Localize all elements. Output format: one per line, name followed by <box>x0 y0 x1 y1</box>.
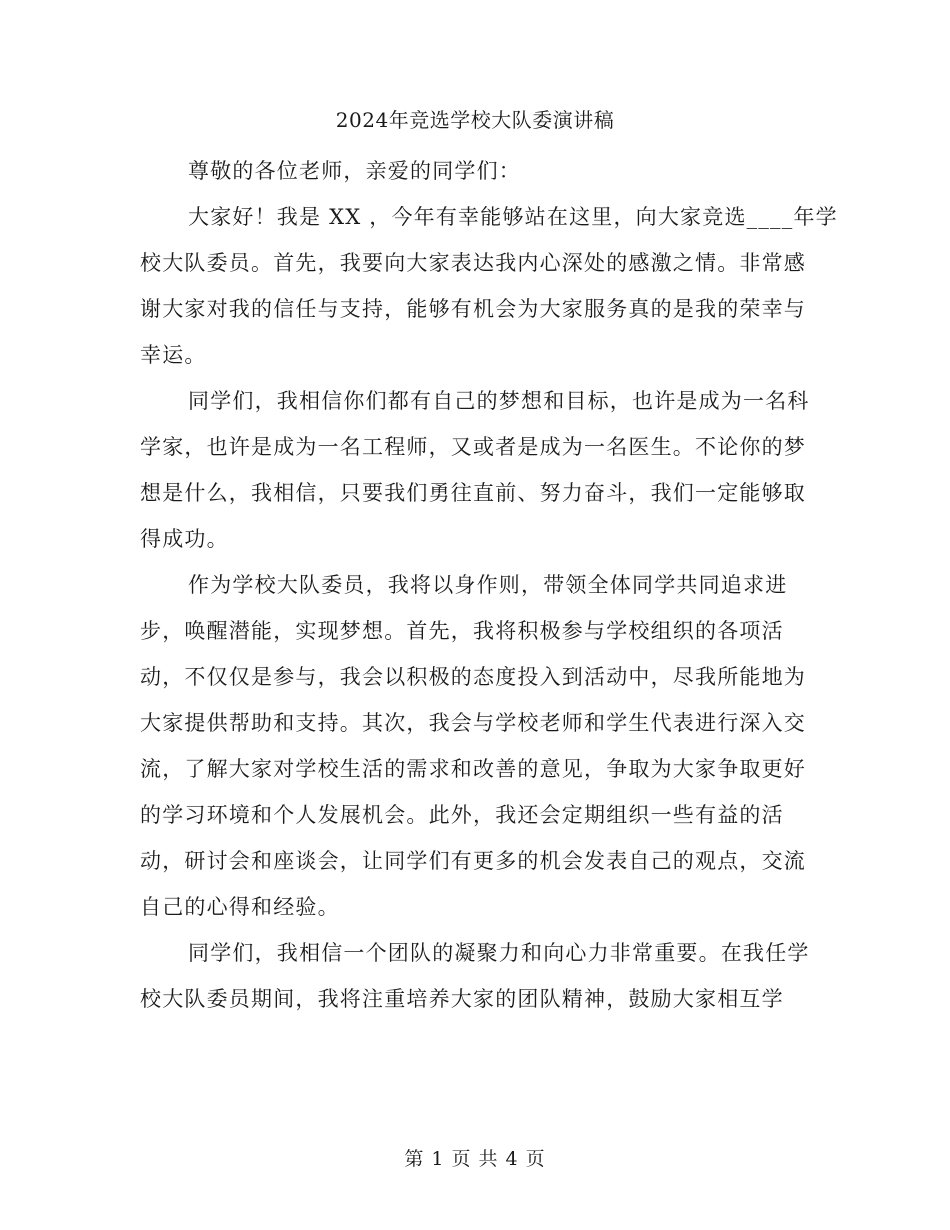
text-line: 同学们，我相信一个团队的凝聚力和向心力非常重要。在我任学 <box>188 941 810 965</box>
text-line: 尊敬的各位老师，亲爱的同学们： <box>188 159 521 183</box>
text-line: 得成功。 <box>140 527 229 551</box>
document-body <box>140 148 838 1022</box>
text-line: 自己的心得和经验。 <box>140 895 340 919</box>
page-number: 第 1 页 共 4 页 <box>404 1148 546 1170</box>
text-line: 校大队委员。首先，我要向大家表达我内心深处的感激之情。非常感 <box>140 251 806 275</box>
text-line: 动，研讨会和座谈会，让同学们有更多的机会发表自己的观点，交流 <box>140 849 806 873</box>
text-line: 谢大家对我的信任与支持，能够有机会为大家服务真的是我的荣幸与 <box>140 297 806 321</box>
text-line: 幸运。 <box>140 343 207 367</box>
text-line: 的学习环境和个人发展机会。此外，我还会定期组织一些有益的活 <box>140 803 784 827</box>
text-line: 步，唤醒潜能，实现梦想。首先，我将积极参与学校组织的各项活 <box>140 619 784 643</box>
text-line: 大家提供帮助和支持。其次，我会与学校老师和学生代表进行深入交 <box>140 711 806 735</box>
text-line: 动，不仅仅是参与，我会以积极的态度投入到活动中，尽我所能地为 <box>140 665 806 689</box>
text-line: 流，了解大家对学校生活的需求和改善的意见，争取为大家争取更好 <box>140 757 806 781</box>
text-line: 想是什么，我相信，只要我们勇往直前、努力奋斗，我们一定能够取 <box>140 481 806 505</box>
text-line: 校大队委员期间，我将注重培养大家的团队精神，鼓励大家相互学 <box>140 987 784 1011</box>
text-line: 学家，也许是成为一名工程师，又或者是成为一名医生。不论你的梦 <box>140 435 806 459</box>
document-title: 2024年竞选学校大队委演讲稿 <box>335 108 615 132</box>
text-line: 同学们，我相信你们都有自己的梦想和目标，也许是成为一名科 <box>188 389 810 413</box>
text-line: 作为学校大队委员，我将以身作则，带领全体同学共同追求进 <box>188 573 788 597</box>
text-line: 大家好！我是 XX ，今年有幸能够站在这里，向大家竞选____年学 <box>188 205 838 229</box>
